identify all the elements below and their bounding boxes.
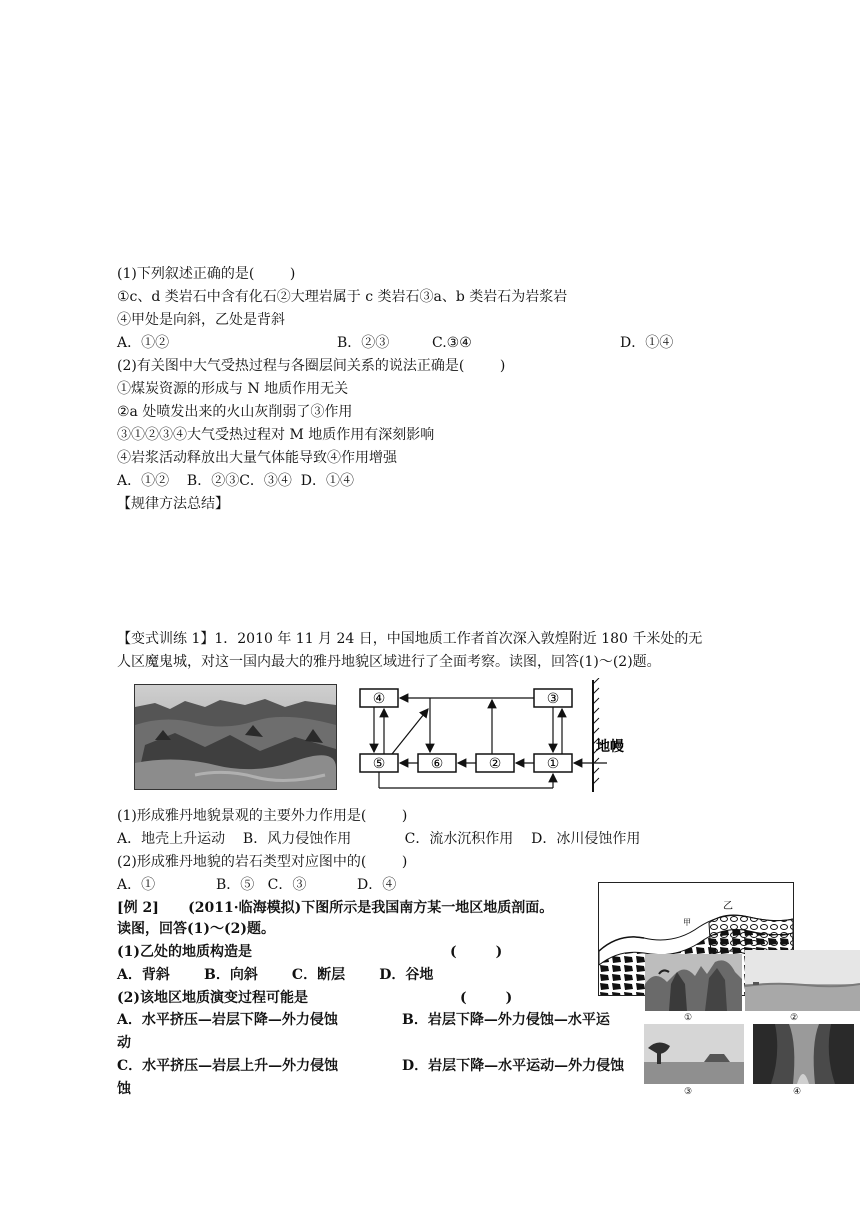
variant-q2-stem: (2)形成雅丹地貌的岩石类型对应图中的( ) <box>117 854 408 870</box>
q1-stem: (1)下列叙述正确的是( ) <box>117 266 296 282</box>
q2-stem: (2)有关图中大气受热过程与各圈层间关系的说法正确是( ) <box>117 358 506 374</box>
box-6-label: ⑥ <box>430 756 444 772</box>
landform-photo-4 <box>753 1024 854 1084</box>
example2-title: [例 2] (2011·临海模拟)下图所示是我国南方某一地区地质剖面。 <box>117 900 554 916</box>
photo-2-caption: ② <box>790 1013 799 1023</box>
variant-q1-stem: (1)形成雅丹地貌景观的主要外力作用是( ) <box>117 808 408 824</box>
q1-statement-2: ④甲处是向斜，乙处是背斜 <box>117 312 285 328</box>
example2-q1-stem: (1)乙处的地质构造是 <box>117 944 252 960</box>
example2-q2-stem: (2)该地区地质演变过程可能是 <box>117 990 308 1006</box>
q2-statement-1: ①煤炭资源的形成与 N 地质作用无关 <box>117 381 349 397</box>
box-5-label: ⑤ <box>372 756 386 772</box>
q1-option-d: D．①④ <box>620 335 674 351</box>
photo-1-caption: ① <box>684 1013 693 1023</box>
profile-label-jia: 甲 <box>683 918 691 927</box>
q2-options: A．①② B．②③C．③④ D．①④ <box>117 473 355 489</box>
variant-intro-line-2: 人区魔鬼城，对这一国内最大的雅丹地貌区域进行了全面考察。读图，回答(1)～(2)题。 <box>117 654 661 670</box>
box-3-label: ③ <box>546 691 560 707</box>
variant-q2-option-a: A．① <box>117 877 156 893</box>
q1-statement-1: ①c、d 类岩石中含有化石②大理岩属于 c 类岩石③a、b 类岩石为岩浆岩 <box>117 289 568 305</box>
q1-option-a: A．①② <box>117 335 170 351</box>
example2-q2-paren: ( ) <box>460 990 513 1006</box>
landform-photo-2 <box>745 950 860 1011</box>
summary-title: 【规律方法总结】 <box>117 496 229 512</box>
q2-statement-2: ②a 处喷发出来的火山灰削弱了③作用 <box>117 404 353 420</box>
variant-intro-line-1: 【变式训练 1】1．2010 年 11 月 24 日，中国地质工作者首次深入敦煌附近 180 千米处的无 <box>117 631 703 647</box>
example2-q1-options: A．背斜 B．向斜 C．断层 D．谷地 <box>117 967 434 983</box>
landform-photo-3 <box>644 1024 744 1084</box>
landform-photo-1 <box>645 954 742 1011</box>
example2-q2-option-d: D．岩层下降—水平运动—外力侵蚀 <box>402 1058 625 1074</box>
variant-q2-option-d: D．④ <box>357 877 397 893</box>
photo-3-caption: ③ <box>684 1087 693 1097</box>
example2-q2-option-d-cont: 蚀 <box>117 1081 131 1097</box>
box-4-label: ④ <box>372 691 386 707</box>
box-2-label: ② <box>488 756 502 772</box>
photo-4-caption: ④ <box>793 1087 802 1097</box>
example2-q2-option-c: C．水平挤压—岩层上升—外力侵蚀 <box>117 1058 339 1074</box>
q2-statement-4: ④岩浆活动释放出大量气体能导致④作用增强 <box>117 450 397 466</box>
example2-q2-option-a: A．水平挤压—岩层下降—外力侵蚀 <box>117 1012 338 1028</box>
box-1-label: ① <box>546 756 560 772</box>
mantle-label: 地幔 <box>596 739 624 755</box>
q2-statement-3: ③①②③④大气受热过程对 M 地质作用有深刻影响 <box>117 427 435 443</box>
example2-q2-option-b-cont: 动 <box>117 1035 131 1051</box>
profile-label-yi: 乙 <box>723 901 733 912</box>
q1-option-b: B．②③ <box>337 335 390 351</box>
example2-q1-paren: ( ) <box>450 944 503 960</box>
rock-cycle-diagram <box>352 678 642 798</box>
variant-q2-option-bc: B．⑤ C．③ <box>216 877 307 893</box>
yardang-landform-photo <box>134 684 337 790</box>
example2-q2-option-b: B．岩层下降—外力侵蚀—水平运 <box>402 1012 610 1028</box>
q1-option-c: C.③④ <box>432 335 472 351</box>
variant-q1-options: A．地壳上升运动 B．风力侵蚀作用 C．流水沉积作用 D．冰川侵蚀作用 <box>117 831 641 847</box>
example2-instruction: 读图，回答(1)～(2)题。 <box>117 921 275 937</box>
